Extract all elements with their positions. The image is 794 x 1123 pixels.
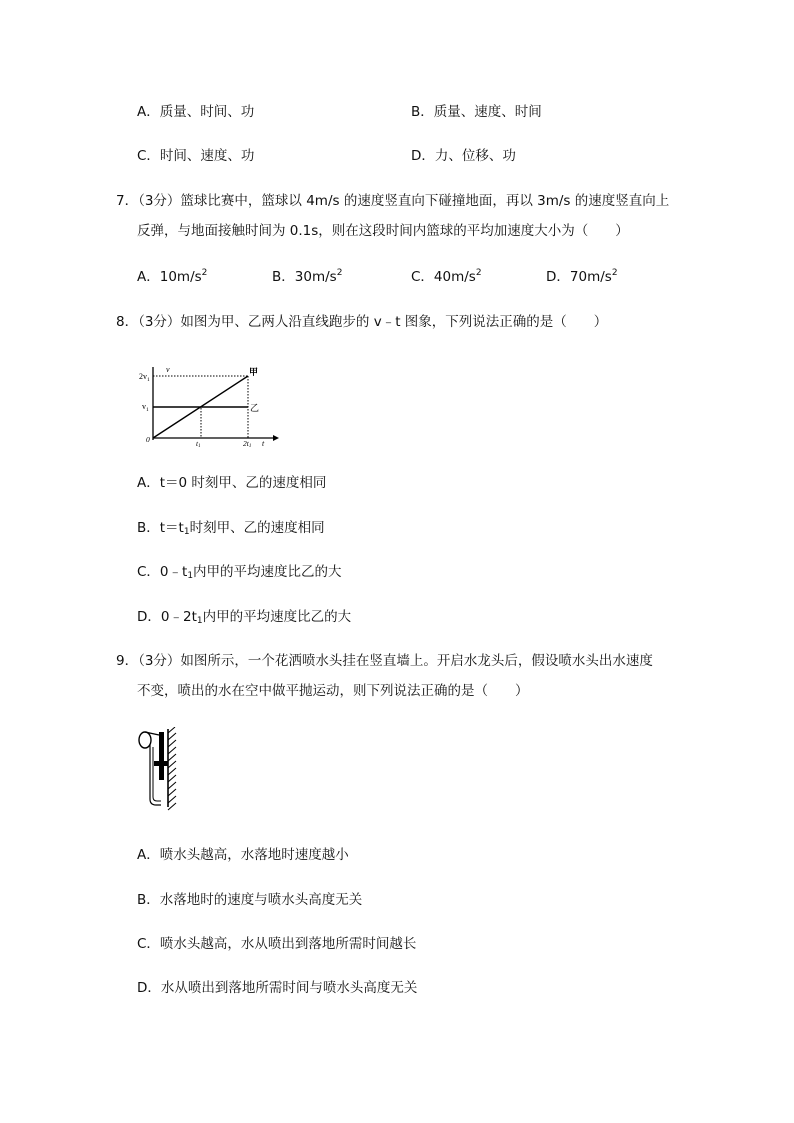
graph-label-yi: 乙	[250, 403, 260, 413]
q7-stem-line2: 反弹，与地面接触时间为 0.1s，则在这段时间内篮球的平均加速度大小为（ ）	[137, 223, 629, 239]
q7-option-b: B．$30m/s^2$	[272, 268, 343, 285]
shower-handle	[159, 732, 164, 780]
q8-stem: 8．（3分）如图为甲、乙两人沿直线跑步的 v﹣t 图象，下列说法正确的是（ ）	[116, 314, 608, 330]
q6-option-d: D．力、位移、功	[411, 148, 516, 164]
q8-option-a: A．t＝0 时刻甲、乙的速度相同	[137, 475, 327, 491]
q8-option-d: D．$0﹣2t_1$内甲的平均速度比乙的大	[137, 609, 352, 626]
graph-label-2v1: $2v_1$	[139, 372, 150, 383]
q8-option-b: B．$t=t_1$时刻甲、乙的速度相同	[137, 520, 325, 537]
q7-option-d: D．$70m/s^2$	[546, 268, 618, 285]
q7-option-a: A．$10m/s^2$	[137, 268, 208, 285]
q9-option-d: D．水从喷出到落地所需时间与喷水头高度无关	[137, 980, 418, 996]
graph-label-t: t	[262, 439, 265, 448]
graph-label-origin: 0	[146, 435, 150, 444]
graph-label-2t1: 2t1	[243, 439, 252, 448]
q9-stem-line2: 不变，喷出的水在空中做平抛运动，则下列说法正确的是（ ）	[137, 683, 529, 699]
graph-label-t1: t1	[196, 439, 201, 448]
q9-shower-figure	[136, 727, 182, 813]
q9-stem-line1: 9．（3分）如图所示，一个花洒喷水头挂在竖直墙上。开启水龙头后，假设喷水头出水速度	[116, 653, 653, 669]
q9-option-b: B．水落地时的速度与喷水头高度无关	[137, 892, 363, 908]
graph-label-v: v	[166, 365, 170, 374]
q7-option-c: C．$40m/s^2$	[411, 268, 482, 285]
q6-option-a: A．质量、时间、功	[137, 104, 255, 120]
shower-head-icon	[139, 732, 151, 748]
wall-hatching	[168, 727, 176, 810]
graph-label-jia: 甲	[249, 367, 259, 377]
shower-bracket	[154, 761, 168, 766]
q6-option-b: B．质量、速度、时间	[411, 104, 542, 120]
graph-label-v1: $v_1$	[142, 402, 149, 413]
graph-t-axis-arrow	[273, 435, 279, 441]
q9-option-c: C．喷水头越高，水从喷出到落地所需时间越长	[137, 936, 417, 952]
q6-option-c: C．时间、速度、功	[137, 148, 255, 164]
q9-option-a: A．喷水头越高，水落地时速度越小	[137, 847, 349, 863]
q8-option-c: C．$0﹣t_1$内甲的平均速度比乙的大	[137, 564, 342, 581]
q8-vt-graph	[136, 362, 282, 448]
q7-stem-line1: 7．（3分）篮球比赛中，篮球以 4m/s 的速度竖直向下碰撞地面，再以 3m/s 的速度竖直向上	[116, 193, 670, 209]
